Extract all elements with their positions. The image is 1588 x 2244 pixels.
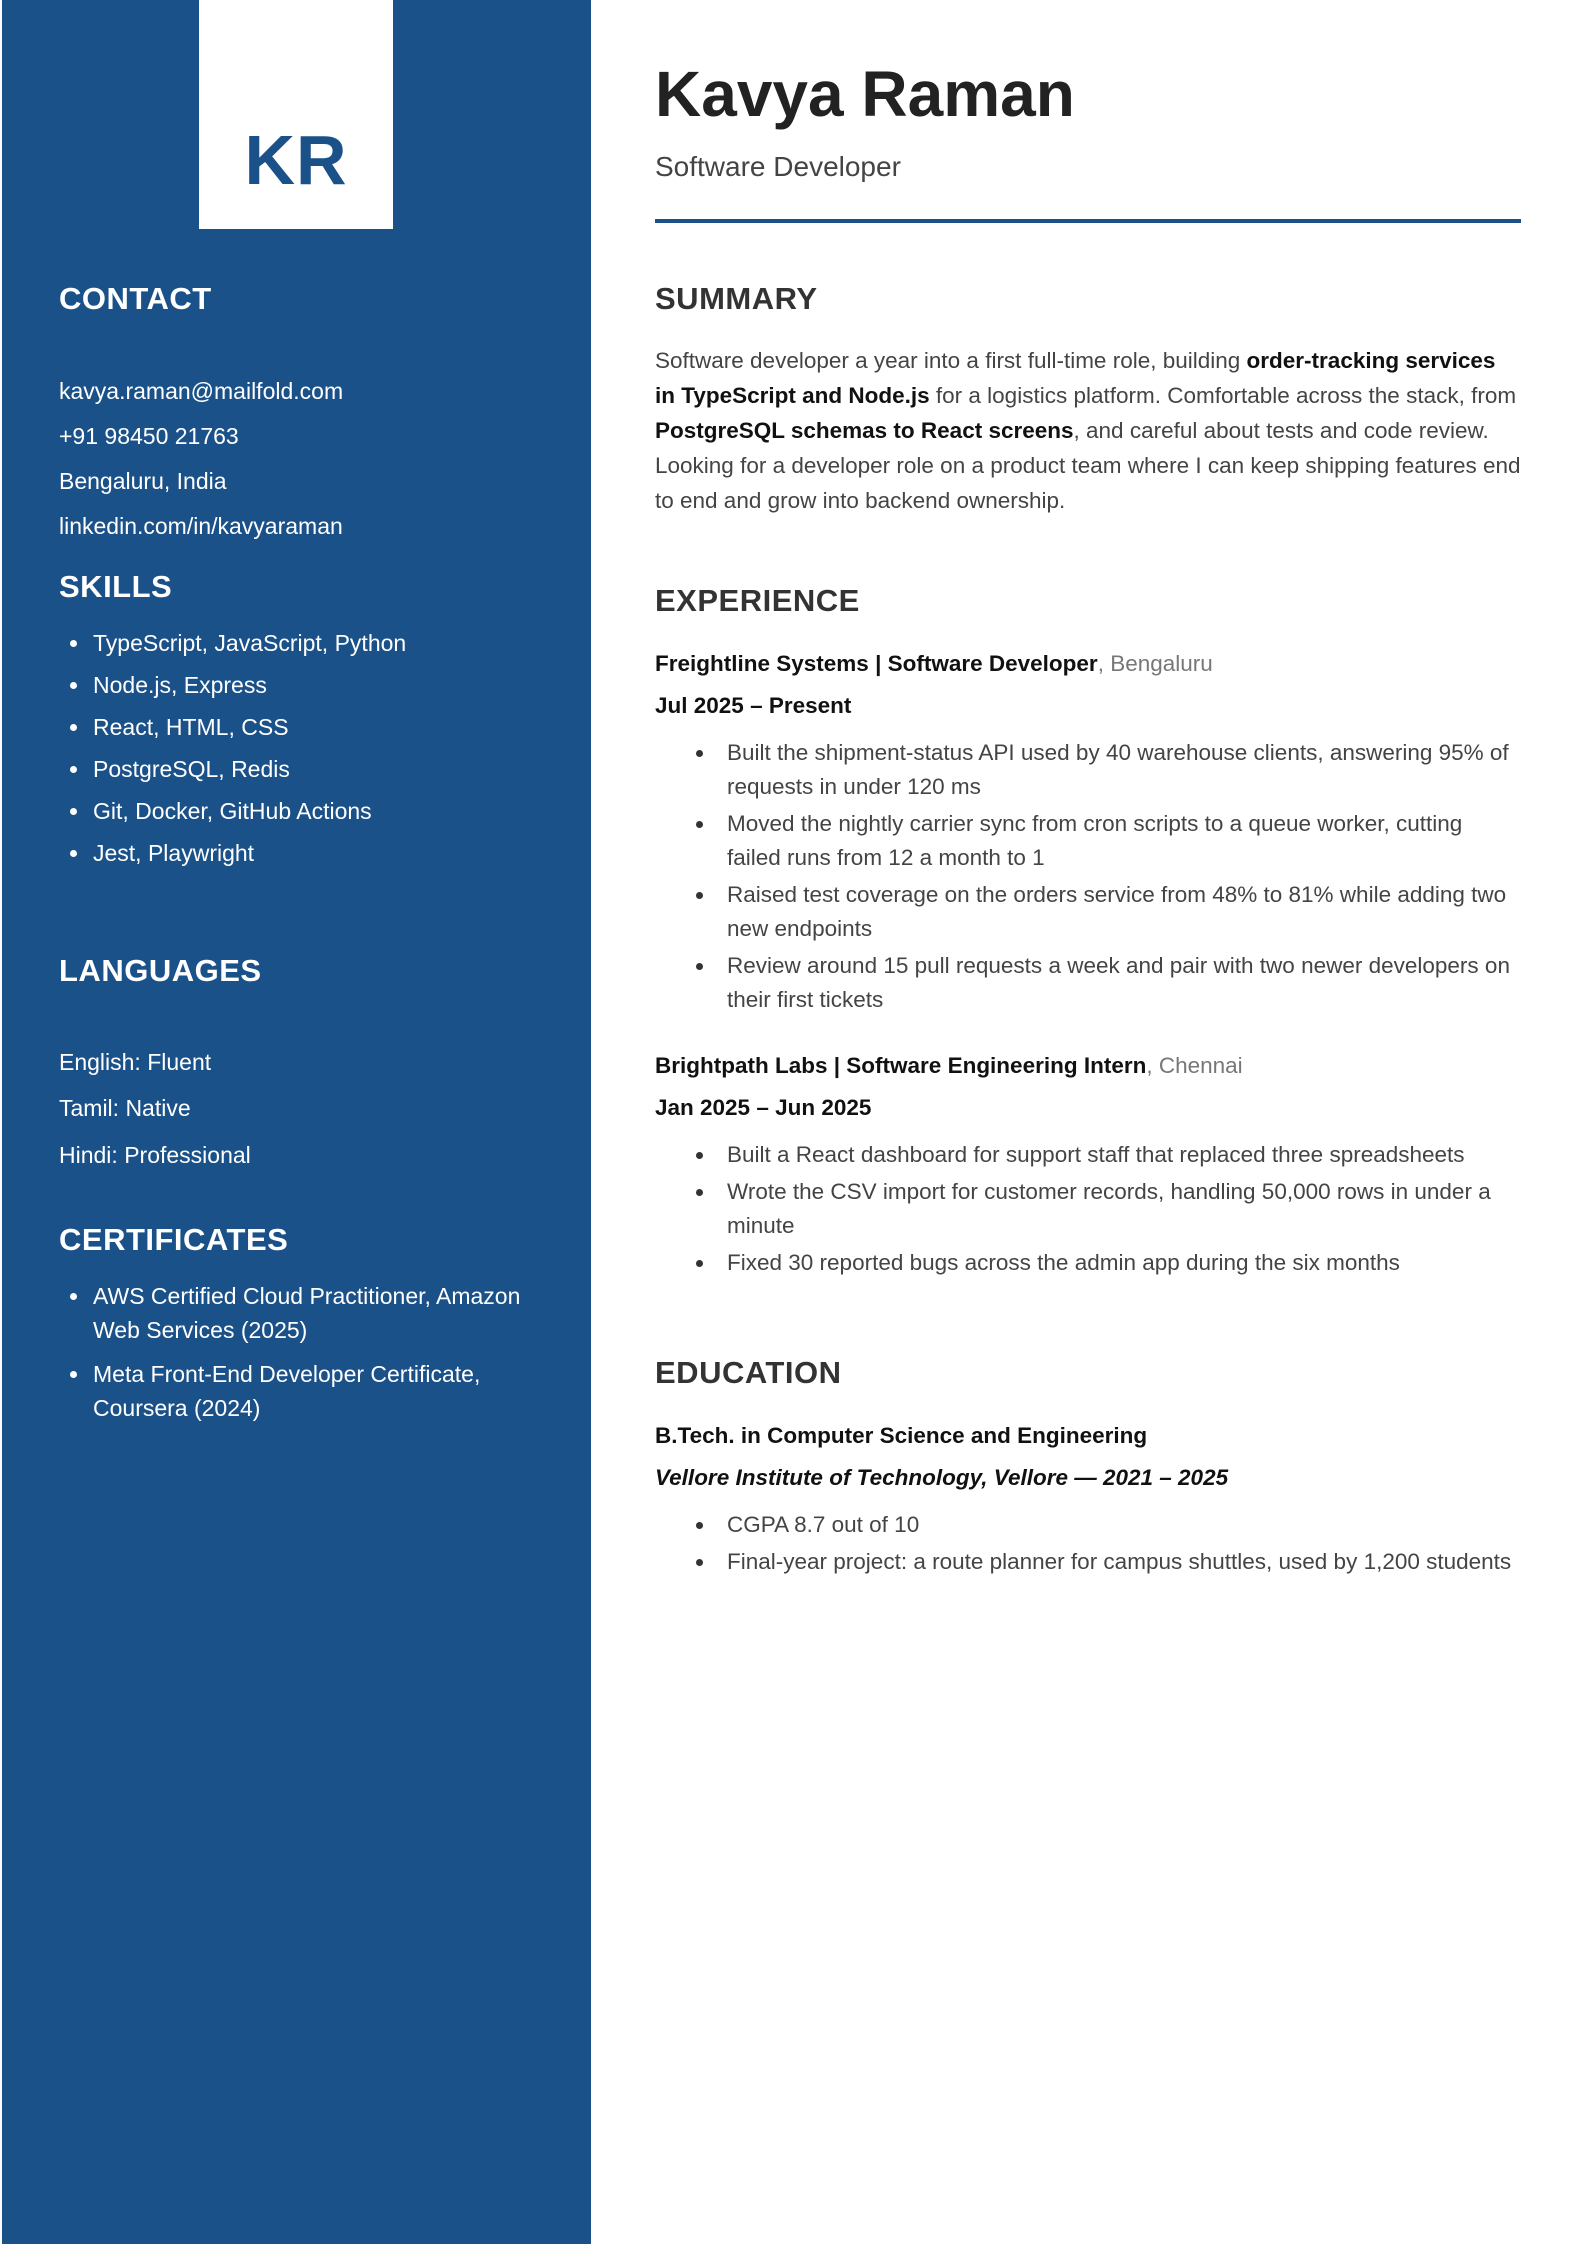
contact-heading: CONTACT [59,281,212,316]
education-school: Vellore Institute of Technology, Vellore — 2021 – 2025 [655,1465,1229,1490]
job-bullet: Built the shipment-status API used by 40 warehouse clients, answering 95% of requests in under 120 ms [655,736,1521,804]
sidebar [2,0,591,2244]
job-location: , Bengaluru [1097,651,1213,676]
summary-heading: SUMMARY [655,281,818,316]
skills-section [59,571,559,878]
job-bullet: Moved the nightly carrier sync from cron scripts to a queue worker, cutting failed runs from 12 a month to 1 [655,807,1521,875]
contact-location: Bengaluru, India [59,468,227,494]
certificates-heading: CERTIFICATES [59,1222,289,1257]
monogram-box [199,0,393,229]
job-bullet: Raised test coverage on the orders service from 48% to 81% while adding two new endpoints [655,878,1521,946]
contact-email[interactable]: kavya.raman@mailfold.com [59,378,344,404]
languages-heading: LANGUAGES [59,953,262,988]
candidate-name: Kavya Raman [655,58,1075,130]
skill-item: Git, Docker, GitHub Actions [59,794,559,828]
job-title [655,1055,1243,1078]
candidate-role: Software Developer [655,151,901,182]
certificates-section [59,1224,529,1435]
job-dates: Jan 2025 – Jun 2025 [655,1095,872,1120]
summary-text [655,343,1521,518]
monogram: KR [244,121,348,199]
education-heading: EDUCATION [655,1355,842,1390]
education-degree: B.Tech. in Computer Science and Engineering [655,1423,1148,1448]
job-bullets [655,1138,1521,1283]
certificates-list [59,1279,529,1425]
summary-part: for a logistics platform. Comfortable across the stack, from [929,383,1517,408]
education-bullets [655,1508,1521,1582]
job-bullet: Built a React dashboard for support staff that replaced three spreadsheets [655,1138,1521,1172]
skill-item: Node.js, Express [59,668,559,702]
job-bullet: Fixed 30 reported bugs across the admin app during the six months [655,1246,1521,1280]
skills-heading: SKILLS [59,569,173,604]
language-hindi: Hindi: Professional [59,1142,251,1168]
skill-item: Jest, Playwright [59,836,559,870]
contact-section [59,281,559,539]
languages-section [59,953,559,1168]
job-bullets [655,736,1521,1020]
summary-highlight: PostgreSQL schemas to React screens [655,418,1074,443]
skill-item: PostgreSQL, Redis [59,752,559,786]
education-bullet: Final-year project: a route planner for campus shuttles, used by 1,200 students [655,1545,1521,1579]
language-tamil: Tamil: Native [59,1095,191,1121]
job-dates: Jul 2025 – Present [655,693,852,718]
education-bullet: CGPA 8.7 out of 10 [655,1508,1521,1542]
skills-list [59,626,559,870]
job-bullet: Wrote the CSV import for customer records, handling 50,000 rows in under a minute [655,1175,1521,1243]
summary-part: Software developer a year into a first full-time role, building [655,348,1247,373]
job-title [655,653,1213,676]
certificate-item: Meta Front-End Developer Certificate, Coursera (2024) [59,1357,529,1425]
language-english: English: Fluent [59,1049,212,1075]
contact-linkedin[interactable]: linkedin.com/in/kavyaraman [59,513,343,539]
experience-heading: EXPERIENCE [655,583,860,618]
job-location: , Chennai [1146,1053,1243,1078]
job-company: Brightpath Labs | Software Engineering Intern [655,1053,1147,1078]
summary-highlight: order-tracking services in TypeScript and Node.js [655,348,1496,408]
certificate-item: AWS Certified Cloud Practitioner, Amazon Web Services (2025) [59,1279,529,1347]
contact-phone[interactable]: +91 98450 21763 [59,423,239,449]
skill-item: TypeScript, JavaScript, Python [59,626,559,660]
job-company: Freightline Systems | Software Developer [655,651,1098,676]
summary-part: , and careful about tests and code review. Looking for a developer role on a product team where I can keep shipping features end to end and grow into backend ownership. [655,418,1521,513]
job-bullet: Review around 15 pull requests a week and pair with two newer developers on their first tickets [655,949,1521,1017]
skill-item: React, HTML, CSS [59,710,559,744]
header-divider [655,219,1521,223]
